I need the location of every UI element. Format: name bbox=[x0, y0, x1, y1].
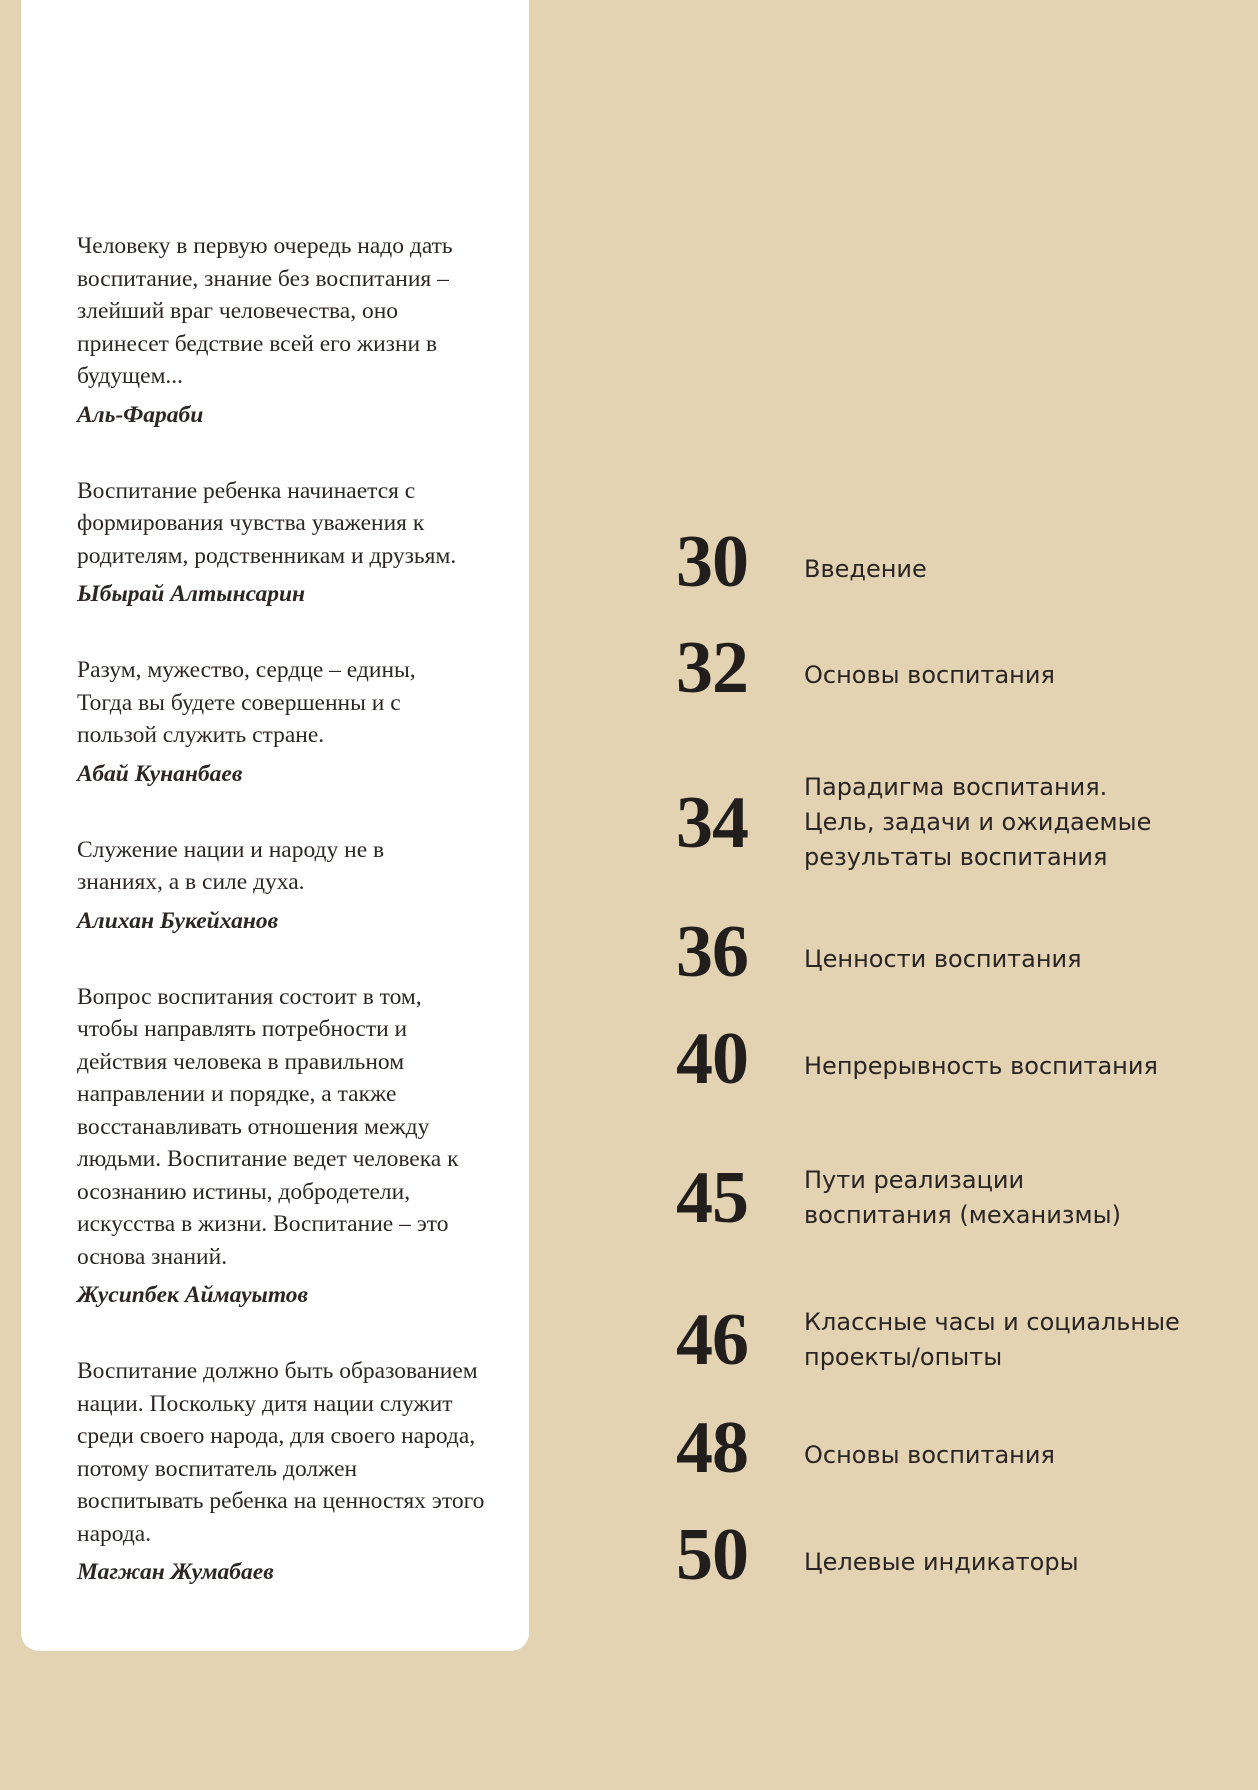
toc-page-number: 46 bbox=[676, 1299, 748, 1381]
toc-title: Пути реализации воспитания (механизмы) bbox=[804, 1166, 1121, 1229]
quote-text: Разум, мужество, сердце – едины, Тогда вы будете совершенны и с пользой служить стране. bbox=[77, 657, 416, 748]
quote bbox=[77, 475, 489, 613]
toc-page-number: 32 bbox=[676, 627, 748, 709]
quote-text: Воспитание должно быть образованием нации. Поскольку дитя нации служит среди своего народа, для своего народа, потому воспитатель должен воспитывать ребенка на ценностях этого народа. bbox=[77, 1358, 485, 1547]
quote-text: Человеку в первую очередь надо дать воспитание, знание без воспитания – злейший враг человечества, оно принесет бедствие всей его жизни в будущем... bbox=[77, 233, 453, 389]
toc-entry[interactable] bbox=[676, 770, 1236, 875]
toc-title: Ценности воспитания bbox=[804, 944, 1082, 973]
toc-entry[interactable] bbox=[676, 1019, 1236, 1099]
quote-author: Абай Кунанбаев bbox=[77, 760, 243, 787]
toc-entry[interactable] bbox=[676, 628, 1236, 708]
toc-title: Основы воспитания bbox=[804, 660, 1055, 689]
toc-page-number: 36 bbox=[676, 911, 748, 993]
quote bbox=[77, 654, 489, 792]
toc-entry[interactable] bbox=[676, 522, 1236, 602]
toc-entry[interactable] bbox=[676, 1408, 1236, 1488]
quote-author: Алихан Букейханов bbox=[77, 907, 279, 934]
quote-author: Ыбырай Алтынсарин bbox=[77, 581, 306, 607]
quote bbox=[77, 981, 489, 1314]
toc-page-number: 48 bbox=[676, 1407, 748, 1489]
quote-text: Служение нации и народу не в знаниях, а в силе духа. bbox=[77, 836, 385, 895]
toc-page-number: 40 bbox=[676, 1018, 748, 1100]
toc-entry[interactable] bbox=[676, 1300, 1236, 1380]
toc-entry[interactable] bbox=[676, 1515, 1236, 1595]
toc-page-number: 30 bbox=[676, 521, 748, 603]
quote-author: Жусипбек Аймауытов bbox=[77, 1282, 309, 1308]
quote bbox=[77, 834, 489, 939]
quote bbox=[77, 1355, 489, 1590]
toc-title: Введение bbox=[804, 554, 927, 583]
quote bbox=[77, 230, 489, 433]
quote-text: Вопрос воспитания состоит в том, чтобы направлять потребности и действия человека в правильном направлении и порядке, а также восстанавливать отношения между людьми. Воспитание ведет человека к осознанию истины, добродетели, искусства в жизни. Воспитание – это основа знаний. bbox=[77, 983, 459, 1270]
toc-page-number: 45 bbox=[676, 1157, 748, 1239]
toc-title: Непрерывность воспитания bbox=[804, 1051, 1158, 1080]
toc-entry[interactable] bbox=[676, 912, 1236, 992]
toc-entry[interactable] bbox=[676, 1158, 1236, 1238]
toc-title: Целевые индикаторы bbox=[804, 1547, 1079, 1576]
quote-author: Аль-Фараби bbox=[77, 401, 204, 428]
toc-page-number: 34 bbox=[676, 781, 748, 864]
quote-author: Магжан Жумабаев bbox=[77, 1559, 274, 1585]
toc-page-number: 50 bbox=[676, 1514, 748, 1596]
toc-title: Парадигма воспитания. Цель, задачи и ожидаемые результаты воспитания bbox=[804, 773, 1152, 871]
quote-text: Воспитание ребенка начинается с формирования чувства уважения к родителям, родственникам и друзьям. bbox=[77, 477, 457, 569]
quotes-panel bbox=[21, 0, 529, 1651]
toc-title: Основы воспитания bbox=[804, 1440, 1055, 1469]
toc-title: Классные часы и социальные проекты/опыты bbox=[804, 1308, 1180, 1371]
